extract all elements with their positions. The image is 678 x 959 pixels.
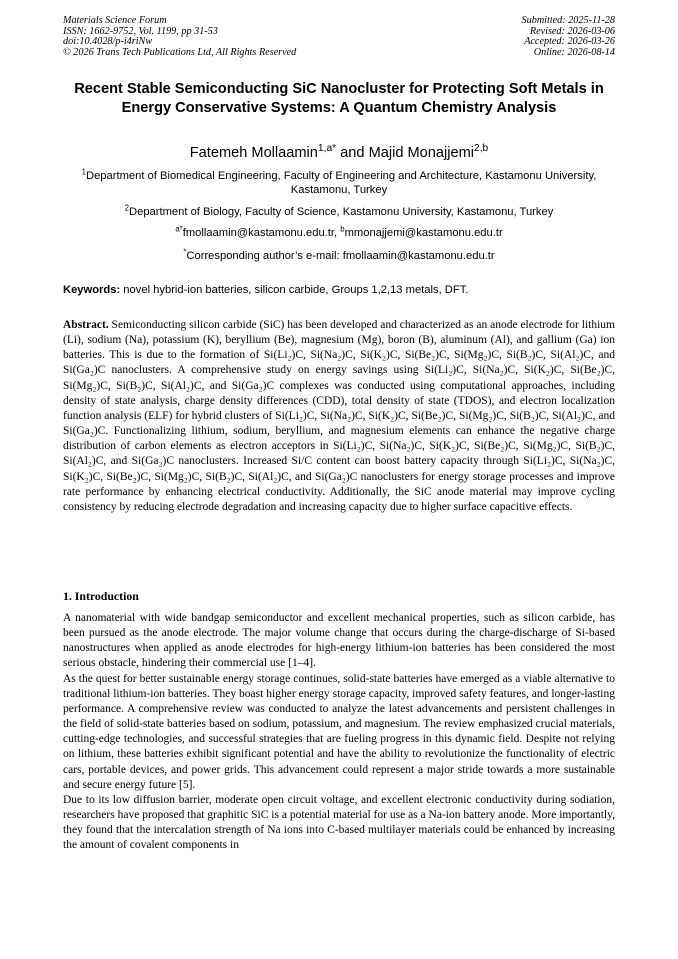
publication-dates <box>522 16 615 58</box>
affiliation-2 <box>63 205 615 219</box>
author-affiliation-mark: 2,b <box>474 143 489 155</box>
email-mark: a* <box>175 224 183 234</box>
affiliation-number: 2 <box>124 203 130 213</box>
journal-doi: doi:10.4028/p-i4riNw <box>63 36 153 48</box>
email-link[interactable]: mmonajjemi@kastamonu.edu.tr <box>344 227 503 239</box>
date-submitted: Submitted: 2025-11-28 <box>521 15 615 26</box>
keywords-label: Keywords: <box>63 284 121 296</box>
keywords-text: novel hybrid-ion batteries, silicon carbide, Groups 1,2,13 metals, DFT. <box>120 284 469 296</box>
abstract <box>63 318 615 515</box>
author-name: Fatemeh Mollaamin <box>189 145 318 161</box>
corresponding-email[interactable]: Corresponding author’s e-mail: fmollaamin@kastamonu.edu.tr <box>186 250 495 262</box>
journal-name: Materials Science Forum <box>63 15 167 26</box>
author-line <box>63 144 615 162</box>
keywords <box>63 283 615 297</box>
email-mark: b <box>340 224 345 234</box>
author-affiliation-mark: 1,a* <box>317 143 337 155</box>
date-revised: Revised: 2026-03-06 <box>529 25 615 37</box>
journal-info <box>63 16 296 58</box>
date-accepted: Accepted: 2026-03-26 <box>524 36 615 48</box>
affiliation-text: Department of Biomedical Engineering, Faculty of Engineering and Architecture, Kastamonu University, Kastamonu, Turkey <box>86 170 597 196</box>
section-heading: 1. Introduction <box>63 589 139 603</box>
affiliation-number: 1 <box>81 167 86 177</box>
abstract-label: Abstract. <box>63 319 109 331</box>
paragraph: Due to its low diffusion barrier, moderate open circuit voltage, and excellent electronic conductivity during sodiation, researchers have proposed that graphitic SiC is a potential material for use as a Na-ion battery anode. More importantly, they found that the intercalation strength of Na ions into C-based multilayer materials could be enhanced by increasing the amount of covalent components in <box>63 793 615 852</box>
affiliation-text: Department of Biology, Faculty of Science, Kastamonu University, Kastamonu, Turkey <box>129 206 554 218</box>
email-link[interactable]: fmollaamin@kastamonu.edu.tr, <box>182 227 341 239</box>
date-online: Online: 2026-08-14 <box>533 46 615 58</box>
journal-copyright: © 2026 Trans Tech Publications Ltd, All Rights Reserved <box>63 46 297 58</box>
paper-title: Recent Stable Semiconducting SiC Nanocluster for Protecting Soft Metals in Energy Conservative Systems: A Quantum Chemistry Analysis <box>74 81 604 116</box>
author-name: Majid Monajjemi <box>368 145 475 161</box>
journal-issn: ISSN: 1662-9752, Vol. 1199, pp 31-53 <box>63 25 218 37</box>
paragraph: A nanomaterial with wide bandgap semiconductor and excellent mechanical properties, such as silicon carbide, has been pursued as the anode electrode. The major volume change that occurs during the charge-discharge of Si-based nanostructures when applied as anode electrodes for high-energy lithium-ion batteries has been considered the most serious obstacle, hindering their commercial use [1–4]. <box>63 612 615 670</box>
introduction-body <box>63 611 615 854</box>
affiliation-1 <box>63 169 615 197</box>
author-conjunction: and <box>336 145 369 161</box>
author-emails <box>63 226 615 240</box>
abstract-text: Semiconducting silicon carbide (SiC) has been developed and characterized as an anode electrode for lithium (Li), sodium (Na), potassium (K), beryllium (Be), magnesium (Mg), boron (B), aluminum (Al), and gallium (Ga) ion batteries. This is due to the formation of Si(Li₂)C, Si(Na₂)C, Si(K₂)C, Si(Be₂)C, Si(Mg₂)C, Si(B₂)C, Si(Al₂)C, and Si(Ga₂)C nanoclusters. A comprehensive study on energy savings using Si(Li₂)C, Si(Na₂)C, Si(K₂)C, Si(Be₂)C, Si(Mg₂)C, Si(B₂)C, Si(Al₂)C, and Si(Ga₂)C complexes was conducted using computational approaches, including density of state analysis, charge density differences (CDD), total density of state (TDOS), and electron localization function analysis (ELF) for hybrid clusters of Si(Li₂)C, Si(Na₂)C, Si(K₂)C, Si(Be₂)C, Si(Mg₂)C, Si(B₂)C, Si(Al₂)C, and Si(Ga₂)C. Functionalizing lithium, sodium, beryllium, and magnesium elements can enhance the negative charge distribution of carbon elements as electron acceptors in Si(Li₂)C, Si(Na₂)C, Si(K₂)C, Si(Be₂)C, Si(Mg₂)C, Si(B₂)C, Si(Al₂)C, and Si(Ga₂)C nanoclusters. Increased Si/C content can boost battery capacity through Si(Li₂)C, Si(Na₂)C, Si(K₂)C, Si(Be₂)C, Si(Mg₂)C, Si(B₂)C, Si(Al₂)C, and Si(Ga₂)C nanoclusters for energy storage processes and improve rate performance by enhancing electrical conductivity. Additionally, the SiC anode material may improve cycling consistency by reducing electrode degradation and increasing capacity due to higher surface capacitive effects. <box>63 319 615 513</box>
corresponding-author <box>63 249 615 263</box>
corresponding-mark: * <box>183 247 187 257</box>
paragraph: As the quest for better sustainable energy storage continues, solid-state batteries have emerged as a viable alternative to traditional lithium-ion batteries. They boast higher energy storage capacity, improved safety features, and longer-lasting performance. A comprehensive review was conducted to analyze the latest advancements and persistent challenges in the field of solid-state batteries based on sodium, potassium, and magnesium. The review emphasized crucial materials, cutting-edge technologies, and successful strategies that are fueling progress in this dynamic field. Despite not relying on lithium, these batteries exhibit significant potential and have the ability to revolutionize the functionality of electric cars, portable devices, and power grids. This advancement could represent a major stride towards a more sustainable and secure energy future [5]. <box>63 672 615 791</box>
